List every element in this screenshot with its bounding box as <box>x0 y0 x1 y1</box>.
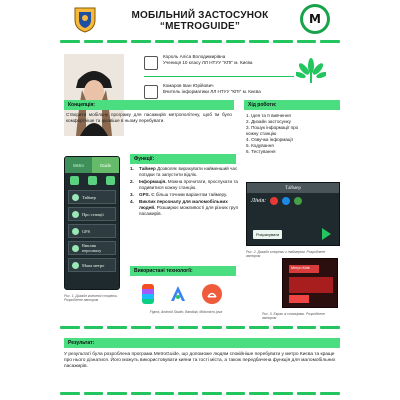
result-text: У результаті була розроблена програма MetroGuide, що допоможе людям спокійніше перебувати у метро Києва та краще про нього дізнатися. Його можуть використовувати кияни та гості міста, а також передбачена функція для маломобільних пасажирів. <box>64 352 336 370</box>
function-number: 3. <box>130 192 134 197</box>
divider-footer <box>60 392 340 395</box>
author-name: Король Аліса Володимирівна <box>163 54 226 59</box>
timer-icon <box>72 194 79 201</box>
timer-screenshot <box>246 182 340 246</box>
menu-item-gps[interactable] <box>68 224 116 238</box>
author-role: Вчитель інформатики ЛЛ НТУУ "КПІ" м. Києва <box>163 89 261 94</box>
technologies-icons <box>134 282 230 306</box>
line-selector <box>247 193 339 205</box>
function-item <box>130 179 240 191</box>
divider-top <box>60 40 340 43</box>
function-title: Таймер <box>139 166 156 171</box>
authors-block <box>144 54 294 105</box>
author-name: Комаров Іван Юрійович <box>163 83 214 88</box>
menu-item-label: Таймер <box>82 194 96 200</box>
gps-icon <box>72 228 79 235</box>
figma-icon <box>142 284 154 304</box>
tab-guide[interactable]: Guide <box>92 157 119 173</box>
menu-item-timer[interactable] <box>68 190 116 204</box>
functions-list <box>130 166 240 218</box>
menu-item-stations[interactable] <box>68 207 116 221</box>
function-title: Виклик персоналу для маломобільних людей. <box>139 199 228 210</box>
function-title: GPS. <box>139 192 150 197</box>
blue-line-dot[interactable] <box>282 197 290 205</box>
stations-bar: Метро Київ <box>289 265 319 273</box>
workflow-step: 2. Дизайн застосунку <box>246 119 291 124</box>
student-icon <box>144 56 158 70</box>
poster-title <box>100 10 300 32</box>
station-icon <box>72 211 79 218</box>
author-teacher <box>144 83 294 99</box>
map-icon <box>72 262 79 269</box>
call-icon <box>72 245 79 252</box>
concept-label: Концепція: <box>64 100 234 110</box>
title-line-1: МОБІЛЬНИЙ ЗАСТОСУНОК <box>131 10 269 21</box>
bandlab-icon <box>202 284 222 304</box>
author-divider <box>144 76 294 77</box>
figure-caption-2: Рис. 2. Дизайн сторінки з таймером. Розроблене автором <box>246 250 326 259</box>
figure-caption-1: Рис. 1. Дизайн головної сторінки. Розроблене автором <box>64 294 118 303</box>
function-text: Є більш точним варіантом таймеру. <box>151 192 228 197</box>
function-item <box>130 199 240 217</box>
train-icon <box>70 176 79 185</box>
info-icon <box>106 176 115 185</box>
function-text: Можна прочитати, прослухати та подивитися кожну станцію. <box>139 179 238 190</box>
author-student <box>144 54 294 70</box>
coat-of-arms-icon <box>72 5 98 33</box>
menu-item-metro-map[interactable] <box>68 258 116 272</box>
function-number: 1. <box>130 166 134 171</box>
workflow-step: 1. Ідея та її вивчення <box>246 113 291 118</box>
timer-header: Таймер <box>247 183 339 193</box>
result-label: Результат: <box>64 338 340 348</box>
stations-panel <box>289 277 333 293</box>
workflow-label: Хід роботи: <box>244 100 340 110</box>
android-studio-icon <box>169 285 187 303</box>
stations-button[interactable] <box>289 295 309 303</box>
workflow-step: кожну станцію <box>246 131 277 136</box>
phone-mockup <box>64 156 120 290</box>
workflow-step: 5. Кодування <box>246 143 274 148</box>
concept-text: Створити мобільну програму для пасажирів метрополітену, щоб їм було комфортніше та цікавіше в ньому перебувати. <box>66 112 232 123</box>
stations-screenshot <box>282 258 338 308</box>
phone-tabs <box>65 157 119 173</box>
line-label: Лінія: <box>251 198 267 204</box>
menu-item-call-staff[interactable] <box>68 241 116 255</box>
map-icon <box>88 176 97 185</box>
menu-item-label: Виклик персоналу <box>82 243 102 253</box>
function-text: Розширює можливості для різних груп пасажирів. <box>139 205 239 216</box>
chestnut-leaf-icon <box>296 58 326 84</box>
teacher-icon <box>144 85 158 99</box>
workflow-step: 4. Озвучка інформації <box>246 137 293 142</box>
phone-menu <box>65 188 119 277</box>
red-line-dot[interactable] <box>270 197 278 205</box>
function-item <box>130 192 240 198</box>
function-title: Інформація. <box>139 179 167 184</box>
phone-icon-row <box>65 173 119 188</box>
workflow-steps <box>246 113 336 155</box>
tab-metro[interactable]: Metro <box>65 157 92 173</box>
metroguide-logo-icon <box>300 4 330 34</box>
technologies-caption: Figma, Android Studio, Bandlab, Midomicro.java <box>149 310 223 314</box>
author-role: Учениця 10 класу ЛЛ НТУУ "КПІ" м. Києва <box>163 60 253 65</box>
calculate-button[interactable]: Розрахувати <box>253 230 282 239</box>
function-text: Дозволяє вирахувати найменший час поїздки та запустити відлік. <box>139 166 238 177</box>
divider-bottom <box>60 326 340 329</box>
play-icon[interactable] <box>322 228 331 240</box>
green-line-dot[interactable] <box>294 197 302 205</box>
function-number: 4. <box>130 199 134 204</box>
title-line-2: “METROGUIDE” <box>159 21 241 32</box>
figure-caption-3: Рис. 3. Екран зі станціями. Розроблене автором <box>262 312 325 321</box>
workflow-step: 3. Пошук інформації про <box>246 125 299 130</box>
logo-letter: M <box>303 7 327 31</box>
workflow-step: 6. Тестування <box>246 149 276 154</box>
menu-item-label: Про станції <box>82 211 104 217</box>
function-number: 2. <box>130 179 134 184</box>
functions-label: Функції: <box>130 154 236 164</box>
menu-item-label: Мапа метро <box>82 262 105 268</box>
menu-item-label: GPS <box>82 228 91 234</box>
technologies-label: Використані технології: <box>130 266 236 276</box>
function-item <box>130 166 240 178</box>
